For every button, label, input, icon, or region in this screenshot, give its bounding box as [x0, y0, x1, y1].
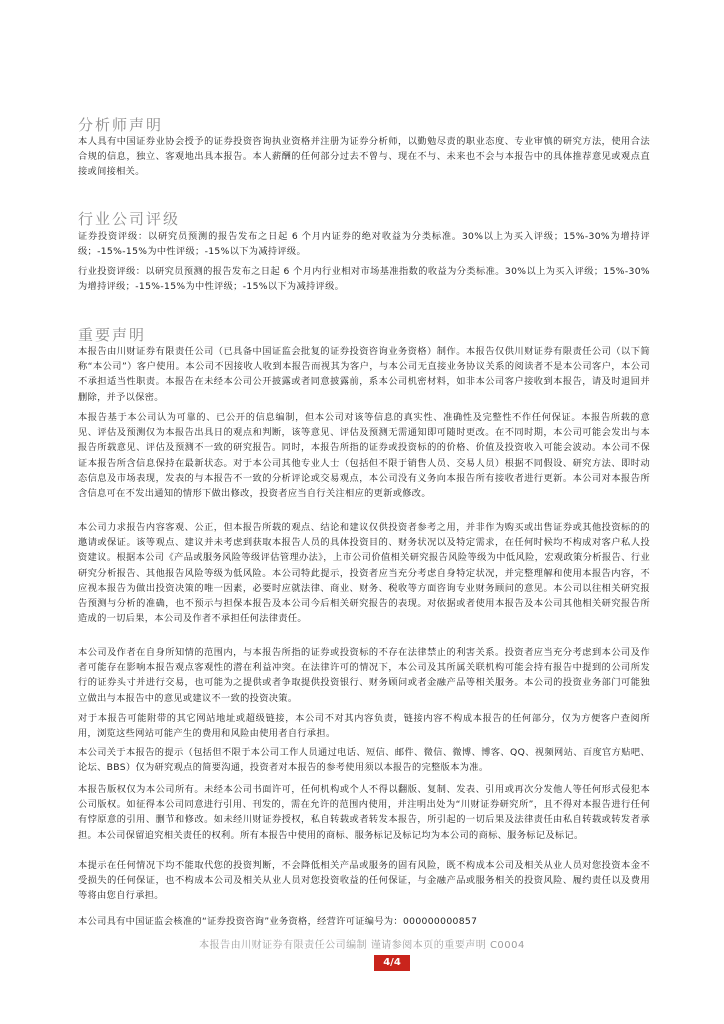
- rating-title: 行业公司评级: [78, 210, 181, 228]
- disclaimer-title: 重要声明: [78, 326, 147, 344]
- page-number-badge: 4/4: [374, 955, 410, 971]
- disclaimer-paragraph-2: 本报告基于本公司认为可靠的、已公开的信息编制，但本公司对该等信息的真实性、准确性及完整性不作任何保证。本报告所载的意见、评估及预测仅为本报告出具日的观点和判断，该等意见、评估及预测无需通知即可随时更改。在不同时期，本公司可能会发出与本报告所载意见、评估及预测不一致的研究报告。同时，本报告所指的证券或投资标的的价格、价值及投资收入可能会波动。本公司不保证本报告所含信息保持在最新状态。对于本公司其他专业人士（包括但不限于销售人员、交易人员）根据不同假设、研究方法、即时动态信息及市场表现，发表的与本报告不一致的分析评论或交易观点，本公司没有义务向本报告所有接收者进行更新。本公司对本报告所含信息可在不发出通知的情形下做出修改，投资者应当自行关注相应的更新或修改。: [78, 412, 650, 500]
- analyst-statement-text: 本人具有中国证券业协会授予的证券投资咨询执业资格并注册为证券分析师，以勤勉尽责的职业态度、专业审慎的研究方法，使用合法合规的信息，独立、客观地出具本报告。本人薪酬的任何部分过去不曾与、现在不与、未来也不会与本报告中的具体推荐意见或观点直接或间接相关。: [78, 136, 650, 178]
- footer-note: 本报告由川财证券有限责任公司编制 谨请参阅本页的重要声明 C0004: [199, 940, 525, 951]
- disclaimer-paragraph-5: 对于本报告可能附带的其它网站地址或超级链接，本公司不对其内容负责，链接内容不构成本报告的任何部分，仅为方便客户查阅所用，浏览这些网站可能产生的费用和风险由使用者自行承担。: [78, 713, 650, 740]
- stock-rating-text: 证券投资评级：以研究员预测的报告发布之日起 6 个月内证券的绝对收益为分类标准。30%以上为买入评级；15%-30%为增持评级；-15%-15%为中性评级；-15%以下为减持评级。: [78, 231, 650, 258]
- analyst-statement-title: 分析师声明: [78, 116, 164, 134]
- industry-rating-text: 行业投资评级：以研究员预测的报告发布之日起 6 个月内行业相对市场基准指数的收益为分类标准。30%以上为买入评级；15%-30%为增持评级；-15%-15%为中性评级；-15%以下为减持评级。: [78, 266, 650, 293]
- disclaimer-paragraph-8: 本提示在任何情况下均不能取代您的投资判断，不会降低相关产品或服务的固有风险，既不构成本公司及相关从业人员对您投资本金不受损失的任何保证，也不构成本公司及相关从业人员对您投资收益的任何保证，与金融产品或服务相关的投资风险、履约责任以及费用等将由您自行承担。: [78, 860, 650, 902]
- license-statement: 本公司具有中国证监会核准的“证券投资咨询”业务资格，经营许可证编号为：000000000857: [78, 916, 478, 927]
- disclaimer-paragraph-4: 本公司及作者在自身所知情的范围内，与本报告所指的证券或投资标的不存在法律禁止的利害关系。投资者应当充分考虑到本公司及作者可能存在影响本报告观点客观性的潜在利益冲突。在法律许可的情况下，本公司及其所属关联机构可能会持有报告中提到的公司所发行的证券头寸并进行交易，也可能为之提供或者争取提供投资银行、财务顾问或者金融产品等相关服务。本公司的投资业务部门可能独立做出与本报告中的意见或建议不一致的投资决策。: [78, 647, 650, 704]
- disclaimer-paragraph-3: 本公司力求报告内容客观、公正，但本报告所载的观点、结论和建议仅供投资者参考之用，并非作为购买或出售证券或其他投资标的的邀请或保证。该等观点、建议并未考虑到获取本报告人员的具体投资目的、财务状况以及特定需求，在任何时候均不构成对客户私人投资建议。根据本公司《产品或服务风险等级评估管理办法》，上市公司价值相关研究报告风险等级为中低风险，宏观政策分析报告、行业研究分析报告、其他报告风险等级为低风险。本公司特此提示，投资者应当充分考虑自身特定状况，并完整理解和使用本报告内容，不应视本报告为做出投资决策的唯一因素，必要时应就法律、商业、财务、税收等方面咨询专业财务顾问的意见。本公司以往相关研究报告预测与分析的准确，也不预示与担保本报告及本公司今后相关研究报告的表现。对依据或者使用本报告及本公司其他相关研究报告所造成的一切后果，本公司及作者不承担任何法律责任。: [78, 522, 650, 625]
- disclaimer-paragraph-7: 本报告版权仅为本公司所有。未经本公司书面许可，任何机构或个人不得以翻版、复制、发表、引用或再次分发他人等任何形式侵犯本公司版权。如征得本公司同意进行引用、刊发的，需在允许的范围内使用，并注明出处为“川财证券研究所”，且不得对本报告进行任何有悖原意的引用、删节和修改。如未经川财证券授权，私自转载或者转发本报告，所引起的一切后果及法律责任由私自转载或转发者承担。本公司保留追究相关责任的权利。所有本报告中使用的商标、服务标记及标记均为本公司的商标、服务标记及标记。: [78, 784, 650, 841]
- disclaimer-paragraph-1: 本报告由川财证券有限责任公司（已具备中国证监会批复的证券投资咨询业务资格）制作。本报告仅供川财证券有限责任公司（以下简称“本公司”）客户使用。本公司不因接收人收到本报告而视其为客户，与本公司无直接业务协议关系的阅读者不是本公司客户，本公司不承担适当性职责。本报告在未经本公司公开披露或者同意披露前，系本公司机密材料，如非本公司客户接收到本报告，请及时退回并删除，并予以保密。: [78, 346, 650, 403]
- disclaimer-paragraph-6: 本公司关于本报告的提示（包括但不限于本公司工作人员通过电话、短信、邮件、微信、微博、博客、QQ、视频网站、百度官方贴吧、论坛、BBS）仅为研究观点的简要沟通，投资者对本报告的参考使用须以本报告的完整版本为准。: [78, 747, 650, 774]
